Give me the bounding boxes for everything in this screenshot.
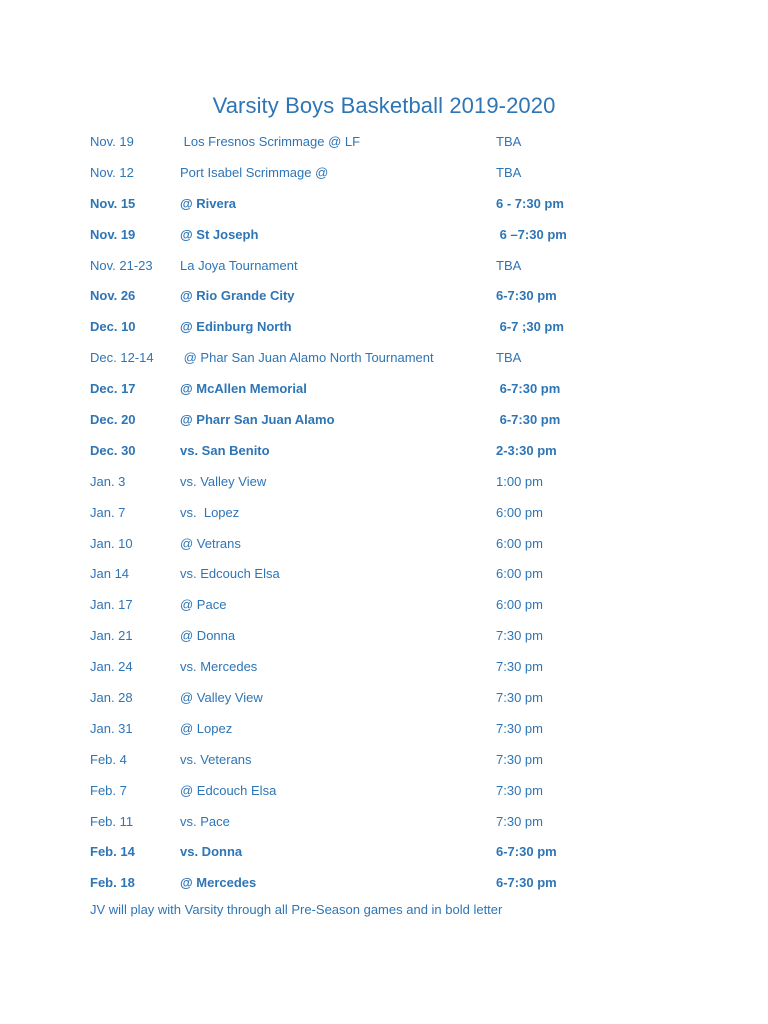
game-time: 6-7:30 pm [496,412,561,428]
game-time: 7:30 pm [496,690,543,706]
game-opponent: Port Isabel Scrimmage @ [180,164,329,180]
game-date: Dec. 12-14 [90,350,154,366]
footnote: JV will play with Varsity through all Pre-Season games and in bold letter [90,902,503,917]
game-time: TBA [496,134,522,149]
game-date: Jan. 7 [90,504,126,520]
schedule-row [90,780,690,811]
game-date: Nov. 21-23 [90,257,153,273]
game-opponent: @ McAllen Memorial [180,381,307,397]
game-time: TBA [496,164,522,180]
game-opponent: @ Edinburg North [180,319,292,335]
game-time: 6-7:30 pm [496,381,561,397]
page-title: Varsity Boys Basketball 2019-2020 [212,93,556,118]
game-opponent: La Joya Tournament [180,257,298,273]
schedule-row [90,625,690,656]
game-time: 6:00 pm [496,597,543,613]
schedule-row [90,162,690,193]
game-opponent: @ Pace [180,597,227,613]
game-date: Dec. 17 [90,381,136,397]
game-time: 6:00 pm [496,504,543,520]
game-date: Jan. 10 [90,535,133,551]
schedule-row [90,409,690,440]
schedule-row [90,533,690,564]
schedule-row [90,255,690,286]
schedule-row [90,687,690,718]
game-opponent: @ Mercedes [180,875,257,891]
game-time: 6:00 pm [496,535,543,551]
game-opponent: Los Fresnos Scrimmage @ LF [180,134,361,149]
game-opponent: vs. Donna [180,844,243,860]
schedule-row [90,656,690,687]
game-opponent: @ Vetrans [180,535,241,551]
game-date: Jan. 24 [90,659,133,675]
schedule-row [90,316,690,347]
game-date: Jan. 28 [90,690,133,706]
schedule-row [90,872,690,903]
schedule-row [90,440,690,471]
game-date: Dec. 30 [90,442,136,458]
game-date: Feb. 4 [90,751,127,767]
game-time: 7:30 pm [496,751,543,767]
game-time: 6-7:30 pm [496,844,557,860]
game-opponent: vs. Mercedes [180,659,258,675]
game-opponent: @ Valley View [180,690,263,706]
game-date: Jan. 31 [90,720,133,736]
game-opponent: @ Edcouch Elsa [180,782,277,798]
schedule-row [90,285,690,316]
game-opponent: @ St Joseph [180,226,259,242]
game-time: 6-7:30 pm [496,288,557,304]
schedule-row [90,841,690,872]
game-date: Nov. 19 [90,134,134,149]
game-date: Feb. 18 [90,875,135,891]
game-time: 6-7 ;30 pm [496,319,564,335]
game-opponent: @ Rivera [180,195,237,211]
game-date: Jan 14 [90,566,130,582]
game-time: 6-7:30 pm [496,875,557,891]
game-date: Nov. 15 [90,195,136,211]
game-date: Jan. 21 [90,628,133,644]
game-date: Feb. 11 [90,813,134,829]
schedule-row [90,563,690,594]
game-time: 1:00 pm [496,473,543,489]
schedule-row [90,749,690,780]
game-time: 6 - 7:30 pm [496,195,564,211]
game-time: TBA [496,350,522,366]
game-time: 7:30 pm [496,628,543,644]
game-opponent: vs. Veterans [180,751,252,767]
game-opponent: @ Donna [180,628,236,644]
game-date: Jan. 3 [90,473,126,489]
game-opponent: vs. Valley View [180,473,267,489]
schedule-row [90,378,690,409]
game-date: Nov. 19 [90,226,136,242]
game-opponent: vs. San Benito [180,442,270,458]
game-time: 7:30 pm [496,659,543,675]
game-date: Dec. 20 [90,412,136,428]
schedule-row [90,594,690,625]
game-date: Nov. 12 [90,164,134,180]
game-date: Nov. 26 [90,288,136,304]
game-opponent: vs. Pace [180,813,230,829]
game-time: 7:30 pm [496,720,543,736]
game-opponent: @ Phar San Juan Alamo North Tournament [180,350,434,366]
game-date: Jan. 17 [90,597,133,613]
game-time: 2-3:30 pm [496,442,557,458]
game-opponent: @ Lopez [180,720,233,736]
schedule-row [90,224,690,255]
schedule-row [90,718,690,749]
schedule-row [90,193,690,224]
game-date: Dec. 10 [90,319,136,335]
schedule-table [90,131,690,903]
game-time: 7:30 pm [496,813,543,829]
game-opponent: @ Rio Grande City [180,288,295,304]
game-time: 6:00 pm [496,566,543,582]
schedule-row [90,811,690,842]
game-time: TBA [496,257,522,273]
schedule-row [90,131,690,162]
game-date: Feb. 14 [90,844,135,860]
game-opponent: vs. Lopez [180,504,240,520]
schedule-row [90,347,690,378]
game-opponent: vs. Edcouch Elsa [180,566,280,582]
game-opponent: @ Pharr San Juan Alamo [180,412,335,428]
schedule-row [90,502,690,533]
game-time: 7:30 pm [496,782,543,798]
schedule-row [90,471,690,502]
game-date: Feb. 7 [90,782,127,798]
game-time: 6 –7:30 pm [496,226,567,242]
